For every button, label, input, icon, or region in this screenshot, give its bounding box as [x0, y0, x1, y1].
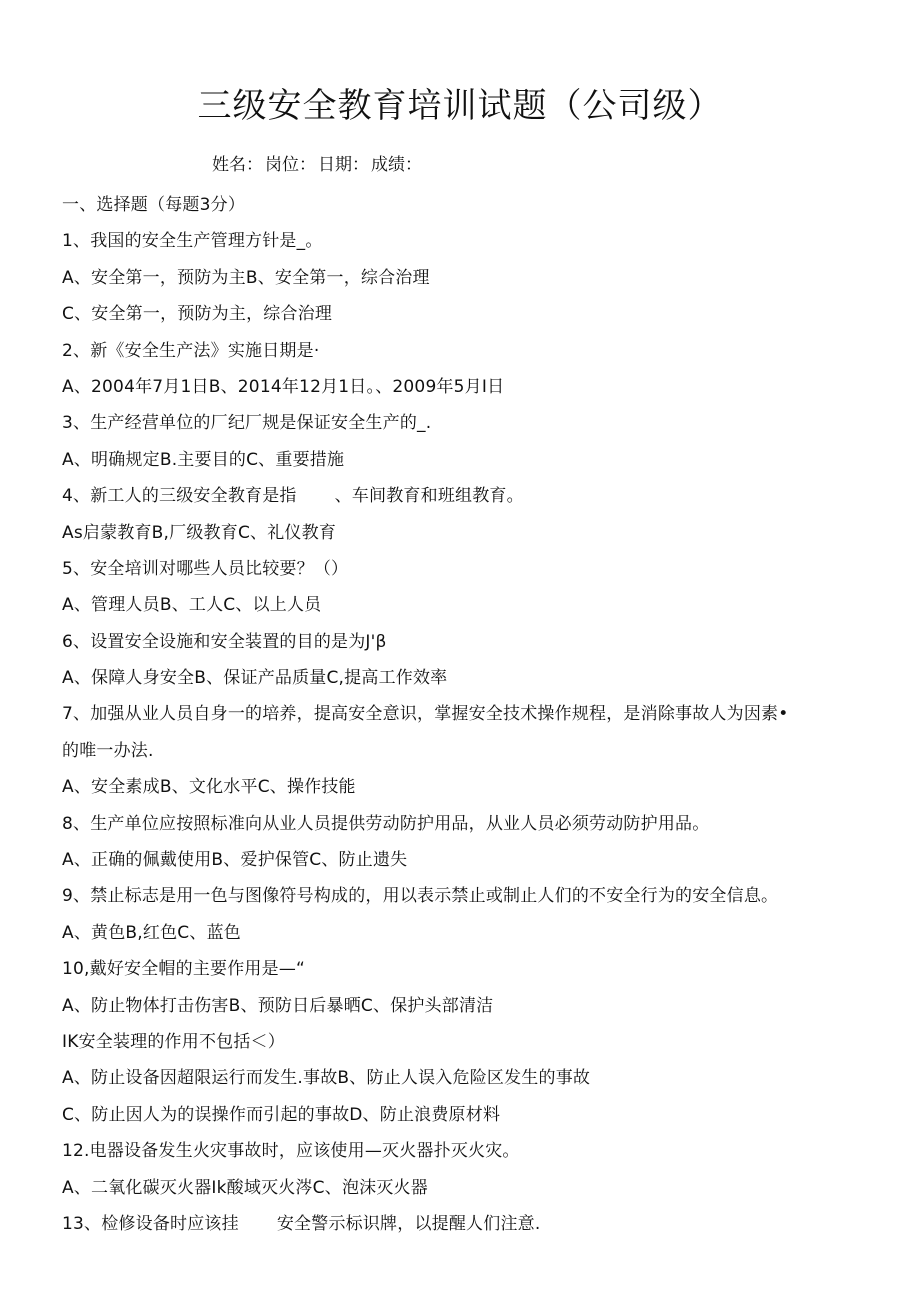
question-6-options: A、保障人身安全B、保证产品质量C,提高工作效率 [62, 668, 448, 689]
question-13-head: 13、检修设备时应该挂 [62, 1213, 239, 1234]
question-1-options-a-b: A、安全第一，预防为主B、安全第一，综合治理 [62, 267, 430, 288]
question-5: 5、安全培训对哪些人员比较要？（） [62, 558, 349, 579]
section-heading: 一、选择题（每题3分） [62, 195, 246, 215]
position-label: 岗位： [265, 155, 316, 175]
question-4 [62, 478, 882, 514]
question-8-options: A、正确的佩戴使用B、爱护保管C、防止遗失 [62, 850, 408, 871]
question-11: IK安全装理的作用不包括＜） [62, 1031, 285, 1052]
question-9-options: A、黄色B,红色C、蓝色 [62, 922, 241, 943]
question-8: 8、生产单位应按照标准向从业人员提供劳动防护用品，从业人员必须劳动防护用品。 [62, 813, 710, 834]
page-title: 三级安全教育培训试题（公司级） [197, 86, 723, 126]
question-7-continued: 的唯一办法. [62, 740, 154, 761]
question-12-options: A、二氧化碳灭火器Ik酸域灭火涔C、泡沫灭火器 [62, 1177, 428, 1198]
question-11-options-a-b: A、防止设备因超限运行而发生.事故B、防止人误入危险区发生的事故 [62, 1068, 591, 1089]
question-1: 1、我国的安全生产管理方针是_。 [62, 231, 323, 252]
question-13-tail: 安全警示标识牌，以提醒人们注意. [276, 1213, 541, 1234]
date-label: 日期： [318, 155, 369, 175]
score-label: 成绩： [371, 155, 422, 175]
question-2-options: A、2004年7月1日B、2014年12月1日。、2009年5月I日 [62, 376, 505, 397]
question-2: 2、新《安全生产法》实施日期是· [62, 340, 320, 361]
question-4-tail: 、车间教育和班组教育。 [334, 486, 524, 507]
question-11-options-c-d: C、防止因人为的误操作而引起的事故D、防止浪费原材料 [62, 1104, 501, 1125]
question-7: 7、加强从业人员自身一的培养，提高安全意识，掌握安全技术操作规程，是消除事故人为因素• [62, 704, 789, 725]
question-7-options: A、安全素成B、文化水平C、操作技能 [62, 777, 356, 798]
question-4-options: As启蒙教育B,厂级教育C、礼仪教育 [62, 522, 337, 543]
student-info-row [212, 152, 424, 178]
question-3: 3、生产经营单位的厂纪厂规是保证安全生产的_. [62, 413, 432, 434]
question-12: 12.电器设备发生火灾事故时，应该使用—灭火器扑灭火灾。 [62, 1141, 520, 1162]
question-10: 10,戴好安全帽的主要作用是—“ [62, 959, 306, 980]
question-6: 6、设置安全设施和安全装置的目的是为J'β [62, 631, 387, 652]
name-label: 姓名： [212, 155, 263, 175]
question-4-head: 4、新工人的三级安全教育是指 [62, 486, 297, 507]
question-5-options: A、管理人员B、工人C、以上人员 [62, 595, 322, 616]
question-10-options: A、防止物体打击伤害B、预防日后暴晒C、保护头部清洁 [62, 995, 494, 1016]
question-9: 9、禁止标志是用一色与图像符号构成的，用以表示禁止或制止人们的不安全行为的安全信息。 [62, 886, 779, 907]
question-3-options: A、明确规定B.主要目的C、重要措施 [62, 449, 345, 470]
question-1-option-c: C、安全第一，预防为主，综合治理 [62, 304, 333, 325]
question-13 [62, 1206, 882, 1242]
question-list [62, 187, 882, 1242]
